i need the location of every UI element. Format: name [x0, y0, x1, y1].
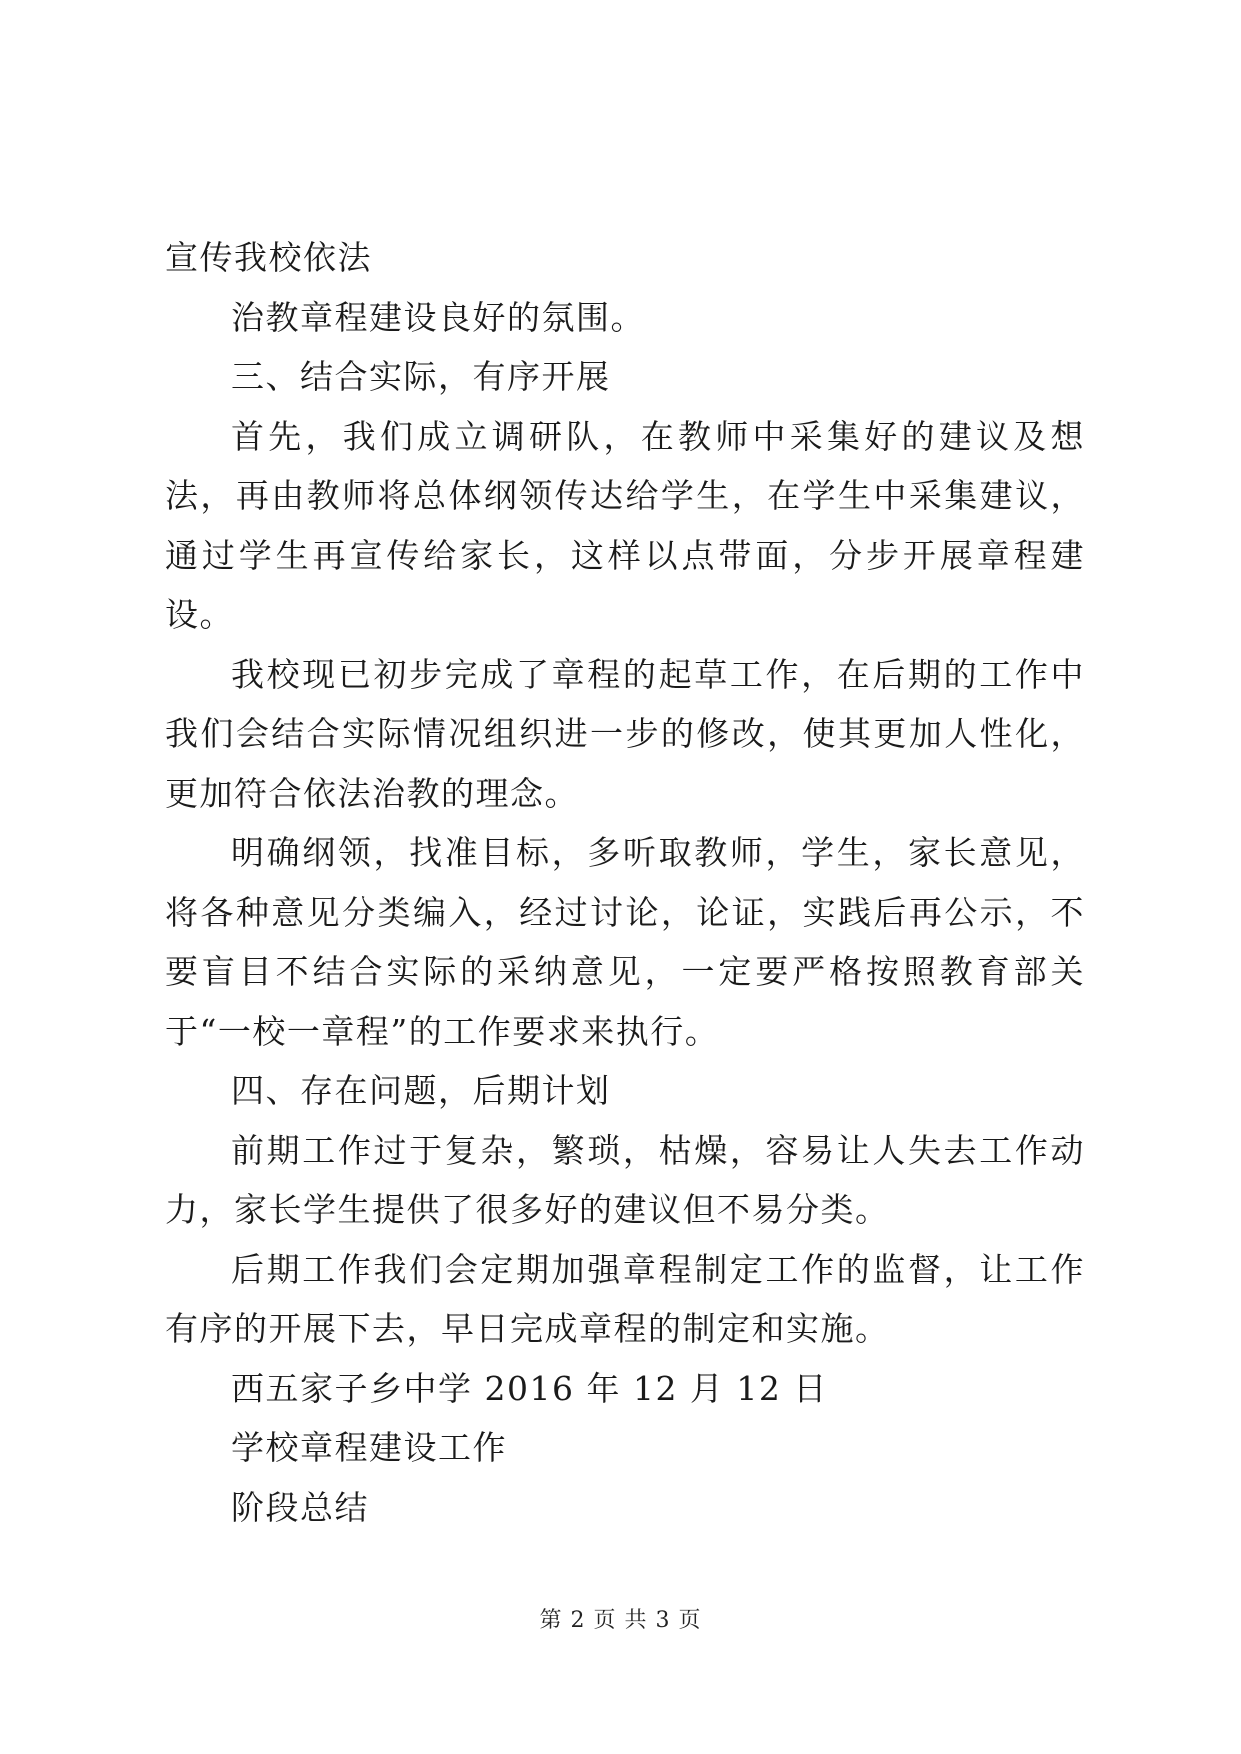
paragraph-8: 前期工作过于复杂，繁琐，枯燥，容易让人失去工作动力，家长学生提供了很多好的建议但不易分类。 — [165, 1130, 1085, 1229]
page-number-footer: 第 2 页 共 3 页 — [539, 1608, 702, 1633]
section-heading-4: 四、存在问题，后期计划 — [231, 1071, 611, 1110]
signature-date: 西五家子乡中学 2016 年 12 月 12 日 — [231, 1368, 828, 1408]
closing-title-line-2: 阶段总结 — [231, 1487, 369, 1527]
paragraph-2: 治教章程建设良好的氛围。 — [231, 297, 645, 337]
paragraph-4: 首先，我们成立调研队，在教师中采集好的建议及想法，再由教师将总体纲领传达给学生，在学生中采集建议，通过学生再宣传给家长，这样以点带面，分步开展章程建设。 — [165, 416, 1085, 634]
paragraph-6: 明确纲领，找准目标，多听取教师，学生，家长意见，将各种意见分类编入，经过讨论，论证，实践后再公示，不要盲目不结合实际的采纳意见，一定要严格按照教育部关于“一校一章程”的工作要求来执行。 — [165, 833, 1085, 1051]
document-body — [165, 228, 1085, 1537]
section-heading-3: 三、结合实际，有序开展 — [231, 357, 611, 396]
paragraph-9: 后期工作我们会定期加强章程制定工作的监督，让工作有序的开展下去，早日完成章程的制定和实施。 — [165, 1249, 1085, 1348]
paragraph-5: 我校现已初步完成了章程的起草工作，在后期的工作中我们会结合实际情况组织进一步的修改，使其更加人性化，更加符合依法治教的理念。 — [165, 654, 1085, 813]
paragraph-1: 宣传我校依法 — [165, 238, 372, 277]
closing-title-line-1: 学校章程建设工作 — [231, 1428, 507, 1467]
